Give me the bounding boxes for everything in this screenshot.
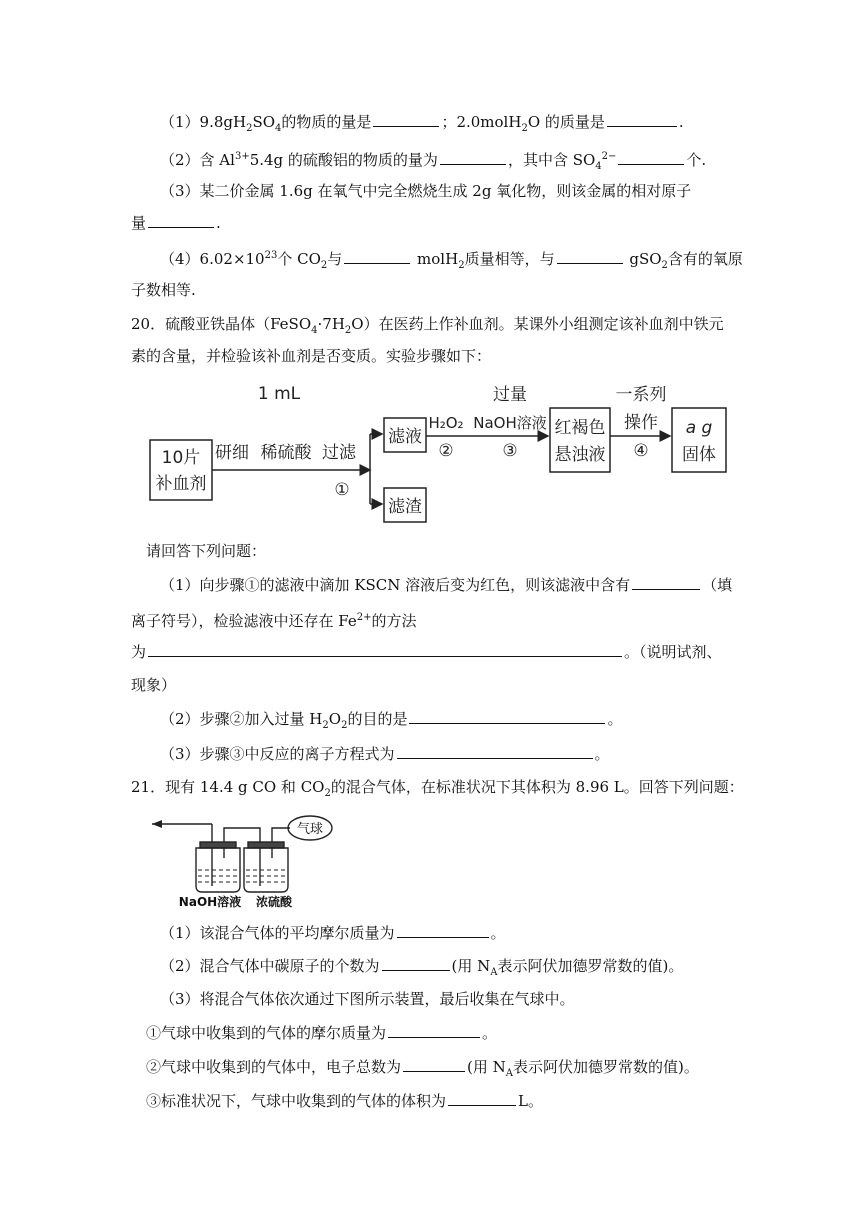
step-1: ① xyxy=(334,480,350,500)
q20-part2: （2）步骤②加入过量 $H_2O_2$的目的是 。 xyxy=(160,710,623,731)
answer-blank[interactable] xyxy=(382,955,450,971)
label-filter: 过滤 xyxy=(322,443,356,463)
q19-part3-cont: 量 . xyxy=(131,214,221,232)
label-series: 一系列 xyxy=(615,385,667,405)
label-naoh: NaOH溶液 xyxy=(473,414,547,432)
label-grind: 研细 xyxy=(215,443,249,463)
answer-blank[interactable] xyxy=(148,212,214,228)
q19-part4: $(4)6.02\times 10^{23}$个 $CO_2$与 molH$_2$质量相等，与 gSO$_2$含有的氧原 xyxy=(160,250,743,271)
step-3: ③ xyxy=(502,441,518,461)
answer-blank[interactable] xyxy=(557,248,623,264)
answer-blank[interactable] xyxy=(388,1022,480,1038)
q20-part1: （1）向步骤①的滤液中滴加 KSCN 溶液后变为红色，则该滤液中含有 （填 xyxy=(160,576,733,594)
q21-part3: （3）将混合气体依次通过下图所示装置，最后收集在气球中。 xyxy=(160,990,575,1008)
connecting-tube xyxy=(224,828,260,842)
answer-blank[interactable] xyxy=(618,149,684,165)
label-naoh-solution: NaOH溶液 xyxy=(178,895,242,908)
box-start-line2: 补血剂 xyxy=(155,474,207,494)
answer-blank[interactable] xyxy=(448,1090,516,1106)
q20-part1-cont3: 现象） xyxy=(131,676,177,694)
box-suspension-line1: 红褐色 xyxy=(554,418,606,438)
q19-part2: （2）含 $Al^{3+}5.4g$ 的硫酸铝的物质的量为 ，其中含 $SO_4^{2-}$ 个. xyxy=(160,151,707,172)
label-h2o2: H₂O₂ xyxy=(428,414,464,432)
answer-blank[interactable] xyxy=(632,574,700,590)
step-4: ④ xyxy=(633,441,649,461)
outlet-tube xyxy=(272,828,290,842)
answer-blank[interactable] xyxy=(344,248,410,264)
answer-blank[interactable] xyxy=(607,111,677,127)
step-2: ② xyxy=(438,441,454,461)
q21-part1: （1）该混合气体的平均摩尔质量为 。 xyxy=(160,924,506,942)
box-solid-line1: a g xyxy=(685,418,713,438)
box-solid-line2: 固体 xyxy=(682,445,716,465)
box-suspension-line2: 悬浊液 xyxy=(554,445,606,465)
q21-sub2: ②气球中收集到的气体中，电子总数为 (用 $N_A$表示阿伏加德罗常数的值)。 xyxy=(146,1058,699,1079)
q21-part2: （2）混合气体中碳原子的个数为 (用 $N_A$表示阿伏加德罗常数的值)。 xyxy=(160,957,684,978)
q19-part4-cont: 子数相等. xyxy=(131,281,196,299)
box-residue-label: 滤渣 xyxy=(388,497,422,517)
box-start-line1: 10片 xyxy=(161,448,201,468)
q19-part3: （3）某二价金属 1.6g 在氧气中完全燃烧生成 2g 氧化物，则该金属的相对原子 xyxy=(160,182,692,200)
answer-blank[interactable] xyxy=(403,1056,465,1072)
label-excess: 过量 xyxy=(493,385,527,405)
label-acid: 稀硫酸 xyxy=(260,443,312,463)
box-filtrate-label: 滤液 xyxy=(388,427,422,447)
answer-blank[interactable] xyxy=(440,149,506,165)
q20-intro: 20．硫酸亚铁晶体$(FeSO_4\cdot 7H_2O)$在医药上作补血剂。某课外小组测定该补血剂中铁元 xyxy=(131,315,724,336)
label-conc-acid: 浓硫酸 xyxy=(255,895,293,908)
q21-sub1: ①气球中收集到的气体的摩尔质量为 。 xyxy=(146,1024,498,1042)
balloon-label: 气球 xyxy=(296,822,324,837)
answer-blank[interactable] xyxy=(373,111,439,127)
q21-sub3: ③标准状况下，气球中收集到的气体的体积为 L。 xyxy=(146,1092,543,1110)
q20-part1-cont: 离子符号），检验滤液中还存在 $Fe^{2+}$的方法 xyxy=(131,612,417,630)
answer-blank[interactable] xyxy=(397,922,489,938)
answer-blank[interactable] xyxy=(409,708,605,724)
q20-intro-cont: 素的含量，并检验该补血剂是否变质。实验步骤如下： xyxy=(131,347,492,365)
label-1ml: 1 mL xyxy=(257,384,301,404)
apparatus-diagram xyxy=(150,812,380,908)
q20-part1-cont2: 为 。（说明试剂、 xyxy=(131,643,722,661)
q20-part3: （3）步骤③中反应的离子方程式为 。 xyxy=(160,745,610,763)
answer-blank[interactable] xyxy=(148,641,622,657)
q20-ask: 请回答下列问题： xyxy=(146,542,267,560)
q21-intro: 21．现有 14.4 g CO 和 $CO_2$的混合气体，在标准状况下其体积为 8.96 L。回答下列问题： xyxy=(131,778,744,799)
answer-blank[interactable] xyxy=(397,743,593,759)
q19-part1: $(1)9.8gH_2SO_4$的物质的量是 ；2.0molH$_2$O 的质量是 . xyxy=(160,113,684,134)
flowchart-diagram xyxy=(148,352,738,524)
label-operation: 操作 xyxy=(624,413,658,433)
